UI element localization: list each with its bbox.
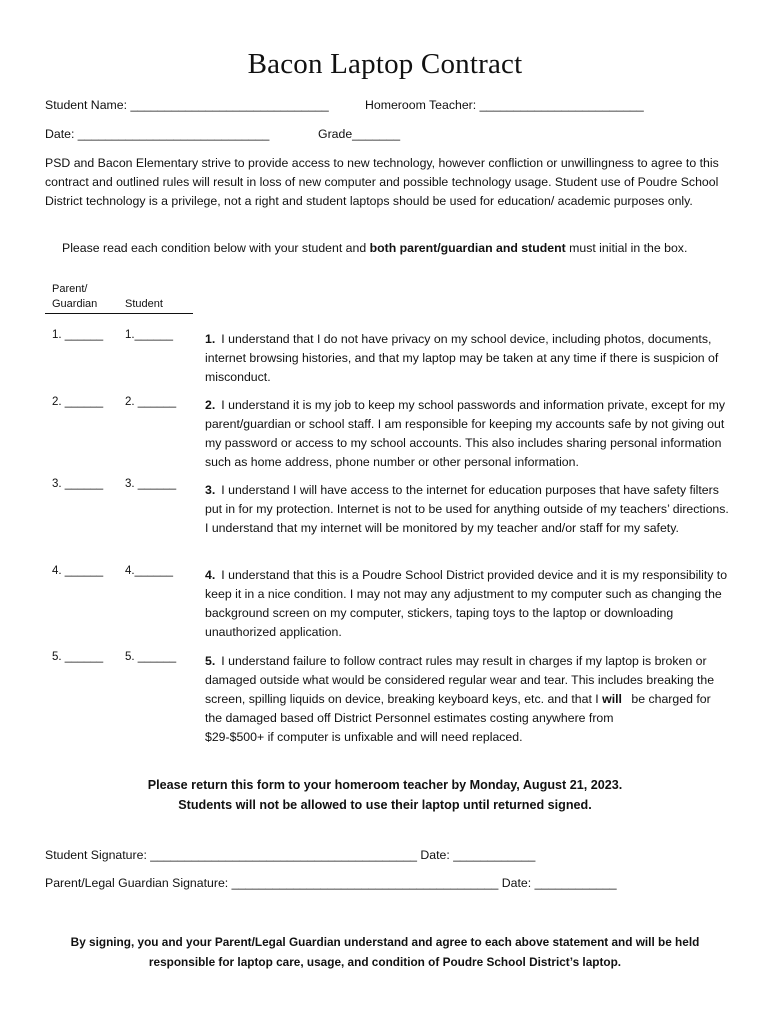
- condition-text-4: I understand that this is a Poudre School District provided device and it is my responsibility to keep it in a nice condition. I may not may any adjustment to my computer such as changing the background screen on my computer, stickers, taping toys to the laptop or downloading unauthorized application.: [205, 568, 728, 639]
- condition-text-5-last-line: $29-$500+ if computer is unfixable and will need replaced.: [205, 730, 523, 744]
- condition-number-3: 3.: [205, 483, 216, 497]
- student-signature-field[interactable]: Student Signature: _______________________________________ Date: ____________: [45, 848, 536, 862]
- grade-field[interactable]: Grade_______: [318, 127, 401, 141]
- instruction-text-bold: both parent/guardian and student: [369, 241, 566, 255]
- condition-3: [205, 481, 730, 538]
- parent-initial-1[interactable]: 1. ______: [52, 329, 104, 341]
- condition-text-5-part2: be charged for the damaged based off District Personnel estimates costing anywhere from: [205, 692, 711, 725]
- condition-text-5-part1: I understand failure to follow contract rules may result in charges if my laptop is broken or damaged outside what would be considered regular wear and tear. This includes breaking the screen, spilling liquids on device, breaking keyboard keys, etc. and that I: [205, 654, 715, 706]
- student-name-field[interactable]: Student Name: _____________________________: [45, 98, 329, 112]
- parent-header-line1: Parent/: [52, 283, 88, 295]
- student-initial-4[interactable]: 4.______: [125, 565, 173, 577]
- student-initial-5[interactable]: 5. ______: [125, 651, 177, 663]
- condition-number-4: 4.: [205, 568, 216, 582]
- instruction-text-after: must initial in the box.: [565, 241, 688, 255]
- homeroom-teacher-field[interactable]: Homeroom Teacher: ________________________: [365, 98, 644, 112]
- condition-number-2: 2.: [205, 398, 216, 412]
- condition-5: [205, 652, 730, 747]
- signing-agreement-footer: [50, 932, 720, 972]
- condition-text-5-bold: will: [602, 692, 622, 706]
- instruction-line: [62, 241, 687, 255]
- parent-header-line2: Guardian: [52, 298, 98, 310]
- student-initial-3[interactable]: 3. ______: [125, 478, 177, 490]
- condition-text-1: I understand that I do not have privacy on my school device, including photos, documents, internet browsing histories, and that my laptop may be taken at any time if there is suspicion of misconduct.: [205, 332, 719, 384]
- condition-number-5: 5.: [205, 654, 216, 668]
- return-notice-line2: Students will not be allowed to use their laptop until returned signed.: [178, 798, 592, 812]
- footer-line2: responsible for laptop care, usage, and condition of Poudre School District’s laptop.: [148, 955, 622, 969]
- parent-initial-2[interactable]: 2. ______: [52, 396, 104, 408]
- parent-guardian-column-header: [52, 282, 97, 312]
- student-column-header: Student: [125, 298, 163, 310]
- return-notice: [0, 775, 770, 815]
- condition-text-3: I understand I will have access to the internet for education purposes that have safety filters put in for my protection. Internet is not to be used for anything outside of my teachers’ directions. I understand that my internet will be monitored by my teacher and/or staff for my safety.: [205, 483, 729, 535]
- condition-1: [205, 330, 730, 387]
- intro-paragraph: PSD and Bacon Elementary strive to provide access to new technology, however confliction or unwillingness to agree to this contract and outlined rules will result in loss of new computer and possible technology usage. Student use of Poudre School District technology is a privilege, not a right and student laptops should be used for education/ academic purposes only.: [45, 156, 719, 208]
- footer-line1: By signing, you and your Parent/Legal Guardian understand and agree to each above statement and will be held: [70, 935, 700, 949]
- student-initial-1[interactable]: 1.______: [125, 329, 173, 341]
- date-field[interactable]: Date: ____________________________: [45, 127, 270, 141]
- page-title: Bacon Laptop Contract: [247, 48, 523, 80]
- parent-initial-5[interactable]: 5. ______: [52, 651, 104, 663]
- condition-text-2: I understand it is my job to keep my school passwords and information private, except for my parent/guardian or school staff. I am responsible for keeping my accounts safe by not giving out my password or access to my school accounts. This also includes sharing personal information such as home address, phone number or other personal information.: [205, 398, 725, 469]
- condition-4: [205, 566, 730, 642]
- parent-initial-4[interactable]: 4. ______: [52, 565, 104, 577]
- student-initial-2[interactable]: 2. ______: [125, 396, 177, 408]
- condition-2: [205, 396, 730, 472]
- parent-signature-field[interactable]: Parent/Legal Guardian Signature: _______________________________________ Date: ____________: [45, 876, 617, 890]
- condition-number-1: 1.: [205, 332, 216, 346]
- instruction-text-before: Please read each condition below with your student and: [62, 241, 370, 255]
- column-header-underline: [45, 313, 193, 314]
- parent-initial-3[interactable]: 3. ______: [52, 478, 104, 490]
- return-notice-line1: Please return this form to your homeroom teacher by Monday, August 21, 2023.: [147, 778, 623, 792]
